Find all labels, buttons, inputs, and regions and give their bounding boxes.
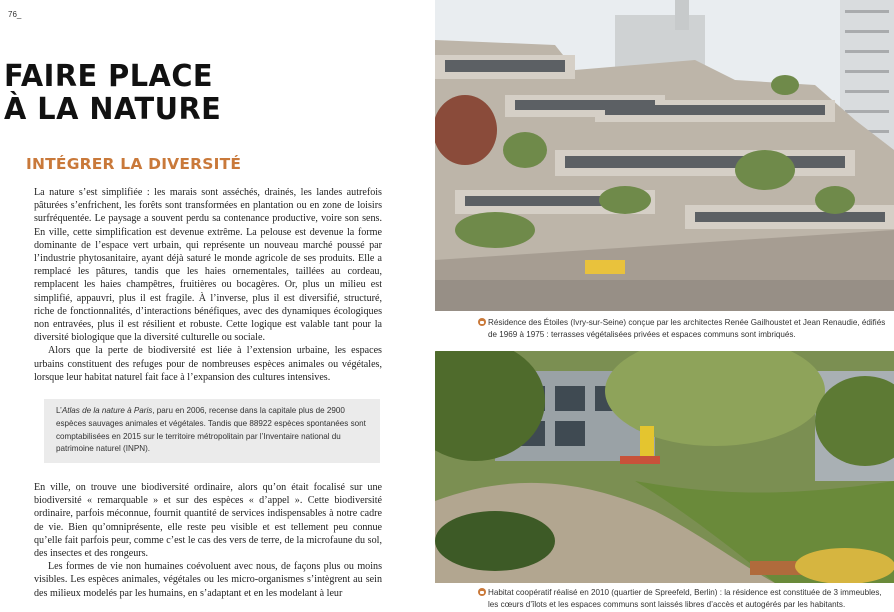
paragraph: Alors que la perte de biodiversité est liée à l’extension urbaine, les espaces urbains constituent des refuges pour de nombreuses espèces animales ou végétales, lorsque leur habitat naturel fait face à l’expansion des cultures intensives. bbox=[34, 345, 382, 383]
callout-before: L’ bbox=[56, 406, 62, 415]
camera-icon bbox=[478, 588, 486, 596]
paragraph: La nature s’est simplifiée : les marais sont asséchés, drainés, les landes autrefois pâturées s’enfrichent, les forêts sont transformées en plantation ou en zone de loisirs surfréquentée. Le paysage a souvent perdu sa contenance productive, voire son sens. En ville, cette simplification est devenue extrême. La pelouse est devenue la forme dominante de l’espace vert urbain, qui représente un nouveau marché poussé par l’industrie phytosanitaire, ayant déjà saturé le monde agricole de ses produits. Elle a remplacé les pâtures, tandis que les haies ornementales, taillées au cordeau, remplacent les haies champêtres, fruitières ou bocagères. Or, plus un milieu est simplifié, appauvri, plus il est fragile. À l’inverse, plus il est diversifié, structuré, riche de fonctionnalités, d’interactions bénéfiques, avec des dynamiques écologiques non entravées, plus il est résilient et robuste. Cette logique est valable tant pour la diversité biologique que la diversité culturelle ou sociale. bbox=[34, 187, 382, 344]
photo-caption-2 bbox=[488, 587, 888, 612]
callout-book-title: Atlas de la nature à Paris bbox=[61, 406, 153, 415]
info-callout bbox=[44, 399, 380, 463]
photo-caption-1 bbox=[488, 317, 888, 342]
page-title-line-2: À LA NATURE bbox=[4, 92, 222, 127]
page-number: 76_ bbox=[8, 10, 22, 19]
photo-spreefeld-garden-illustration bbox=[435, 351, 894, 583]
photo-residence-etoiles bbox=[435, 0, 894, 311]
page-title bbox=[4, 60, 221, 126]
photo-residence-etoiles-illustration bbox=[435, 0, 894, 311]
body-text-biodiversity bbox=[34, 481, 382, 600]
page-title-line-1: FAIRE PLACE bbox=[4, 59, 214, 94]
section-title: INTÉGRER LA DIVERSITÉ bbox=[26, 155, 242, 173]
callout-text: , paru en 2006, recense dans la capitale plus de 2900 espèces sauvages animales et végétales. Tandis que 88922 espèces spontanées sont comptabilisées en 2015 sur le territoire métropolitain par l’Inventaire national du patrimoine naturel (INPN). bbox=[56, 406, 366, 454]
caption-text: Résidence des Étoiles (Ivry-sur-Seine) conçue par les architectes Renée Gailhoustet et Jean Renaudie, édifiés de 1969 à 1975 : terrasses végétalisées privées et espaces communs sont imbriqués. bbox=[488, 318, 886, 340]
body-text-intro bbox=[34, 186, 382, 384]
photo-spreefeld-garden bbox=[435, 351, 894, 583]
caption-text: Habitat coopératif réalisé en 2010 (quartier de Spreefeld, Berlin) : la résidence est constituée de 3 immeubles, les cœurs d’îlots et les espaces communs sont laissés libres d’accès et autogérés par les habitants. bbox=[488, 588, 882, 610]
paragraph: En ville, on trouve une biodiversité ordinaire, alors qu’on était focalisé sur une biodiversité « remarquable » et sur des espèces « d’appel ». Cette biodiversité ordinaire, parfois méconnue, fournit quantité de services indispensables à notre cadre de vie. Bien qu’omniprésente, elle reste peu visible et est tellement peu connue qu’elle fait parfois peur, comme c’est le cas des vers de terre, de la microfaune du sol, des insectes et des rongeurs. bbox=[34, 482, 382, 560]
camera-icon bbox=[478, 318, 486, 326]
paragraph: Les formes de vie non humaines coévoluent avec nous, de façons plus ou moins visibles. Les espèces animales, végétales ou les micro-organismes s’intègrent au sein des milieux modelés par les humains, en s’adaptant et en les modelant à leur bbox=[34, 561, 382, 599]
